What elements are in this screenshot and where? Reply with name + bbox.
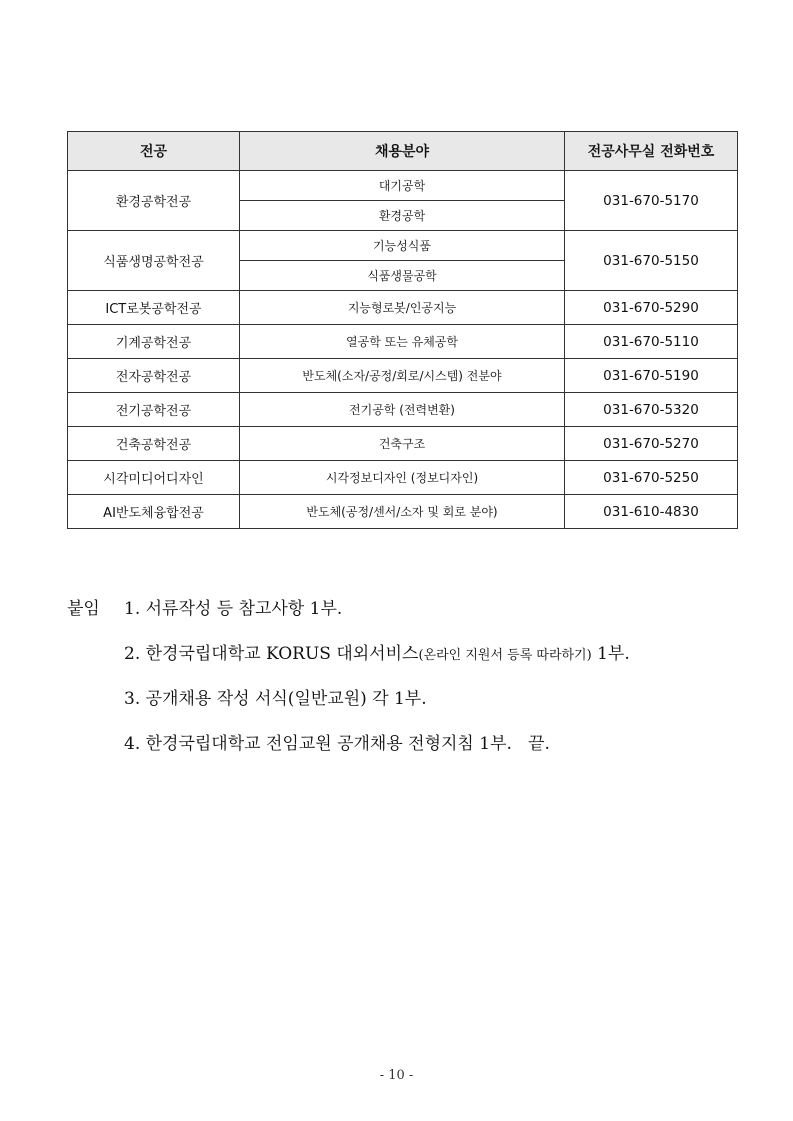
department-contact-table	[67, 131, 738, 529]
phone-cell: 031-670-5270	[565, 427, 738, 461]
phone-cell: 031-670-5110	[565, 325, 738, 359]
field-cell: 기능성식품	[240, 231, 565, 261]
attachment-suffix: 1부.	[591, 644, 630, 664]
header-phone: 전공사무실 전화번호	[565, 132, 738, 171]
attachment-text: 3. 공개채용 작성 서식(일반교원) 각 1부.	[124, 689, 427, 709]
attachments-label: 붙임	[67, 599, 100, 619]
field-cell: 건축구조	[240, 427, 565, 461]
attachment-item	[67, 680, 747, 725]
major-cell: 전기공학전공	[68, 393, 240, 427]
phone-cell: 031-670-5150	[565, 231, 738, 291]
field-cell: 전기공학 (전력변환)	[240, 393, 565, 427]
field-cell: 반도체(공정/센서/소자 및 회로 분야)	[240, 495, 565, 529]
field-cell: 대기공학	[240, 171, 565, 201]
table-row	[68, 427, 738, 461]
attachment-item	[67, 725, 747, 770]
major-cell: ICT로봇공학전공	[68, 291, 240, 325]
attachments-section	[67, 590, 747, 770]
major-cell: 기계공학전공	[68, 325, 240, 359]
phone-cell: 031-670-5250	[565, 461, 738, 495]
header-field: 채용분야	[240, 132, 565, 171]
field-cell: 식품생물공학	[240, 261, 565, 291]
field-cell: 열공학 또는 유체공학	[240, 325, 565, 359]
table-header-row	[68, 132, 738, 171]
attachment-text: 1. 서류작성 등 참고사항 1부.	[124, 599, 343, 619]
major-cell: 건축공학전공	[68, 427, 240, 461]
major-cell: 전자공학전공	[68, 359, 240, 393]
major-cell: 환경공학전공	[68, 171, 240, 231]
attachment-item	[67, 635, 747, 680]
page-number: - 10 -	[379, 1068, 414, 1083]
header-major: 전공	[68, 132, 240, 171]
attachment-item	[67, 590, 747, 635]
phone-cell: 031-670-5190	[565, 359, 738, 393]
table-row	[68, 325, 738, 359]
major-cell: 식품생명공학전공	[68, 231, 240, 291]
table-row	[68, 461, 738, 495]
table-row	[68, 231, 738, 261]
field-cell: 환경공학	[240, 201, 565, 231]
phone-cell: 031-670-5290	[565, 291, 738, 325]
attachment-text: 4. 한경국립대학교 전임교원 공개채용 전형지침 1부. 끝.	[124, 734, 550, 754]
phone-cell: 031-610-4830	[565, 495, 738, 529]
table-row	[68, 291, 738, 325]
phone-cell: 031-670-5170	[565, 171, 738, 231]
major-cell: AI반도체융합전공	[68, 495, 240, 529]
field-cell: 반도체(소자/공정/회로/시스템) 전분야	[240, 359, 565, 393]
major-cell: 시각미디어디자인	[68, 461, 240, 495]
table-row	[68, 393, 738, 427]
table-row	[68, 359, 738, 393]
table-row	[68, 171, 738, 201]
field-cell: 시각정보디자인 (정보디자인)	[240, 461, 565, 495]
phone-cell: 031-670-5320	[565, 393, 738, 427]
field-cell: 지능형로봇/인공지능	[240, 291, 565, 325]
table-row	[68, 495, 738, 529]
attachment-text: 2. 한경국립대학교 KORUS 대외서비스	[124, 644, 419, 664]
attachment-note: (온라인 지원서 등록 따라하기)	[418, 648, 592, 663]
